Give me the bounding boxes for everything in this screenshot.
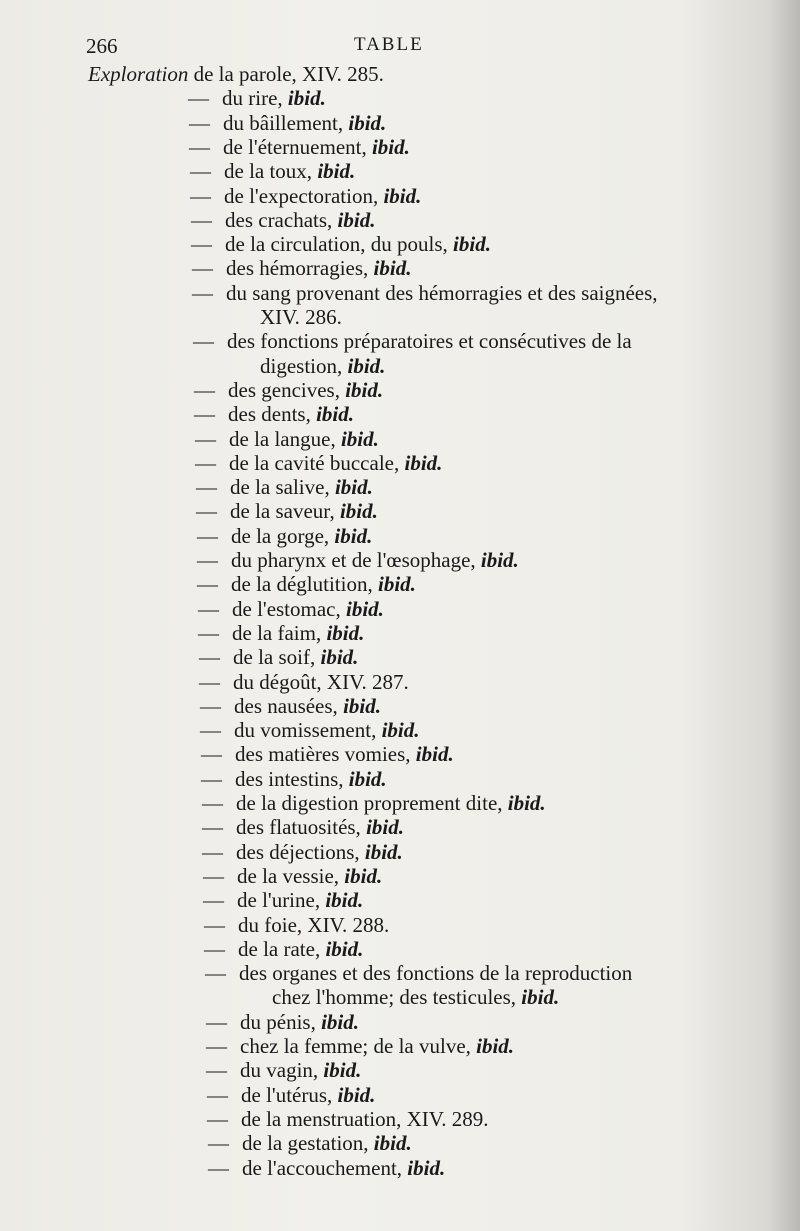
entry-text: de la salive, <box>230 475 330 500</box>
ibid-reference: ibid. <box>317 159 356 184</box>
toc-entry <box>200 718 420 742</box>
em-dash <box>196 499 218 523</box>
toc-entry <box>88 62 384 86</box>
toc-entry <box>198 621 364 645</box>
entry-text: des organes et des fonctions de la reproduction <box>239 961 633 986</box>
toc-entry <box>201 767 387 791</box>
toc-entry <box>198 597 384 621</box>
em-dash <box>188 86 210 110</box>
entry-text: de l'éternuement, <box>223 134 367 159</box>
toc-entry <box>191 232 491 256</box>
entry-text: de l'accouchement, <box>242 1155 403 1180</box>
entry-text: de l'urine, <box>237 888 321 913</box>
ibid-reference: ibid. <box>337 207 376 232</box>
toc-entry <box>197 524 372 548</box>
ibid-reference: ibid. <box>407 1155 446 1180</box>
entry-text: chez la femme; de la vulve, <box>240 1034 471 1058</box>
entry-text: des fonctions préparatoires et consécutives de la <box>227 329 632 354</box>
ibid-reference: ibid. <box>325 888 364 913</box>
toc-entry <box>203 864 382 888</box>
ibid-reference: ibid. <box>334 475 373 500</box>
ibid-reference: ibid. <box>326 620 365 645</box>
toc-entry <box>202 791 546 815</box>
entry-text: de la circulation, du pouls, <box>225 232 448 257</box>
toc-entry <box>196 475 373 499</box>
ibid-reference: ibid. <box>383 183 422 208</box>
entry-text: de la cavité buccale, <box>229 450 400 475</box>
em-dash <box>197 572 219 596</box>
em-dash <box>189 111 211 135</box>
toc-entry <box>190 159 355 183</box>
em-dash <box>193 329 215 353</box>
em-dash <box>202 815 224 839</box>
toc-entry <box>194 402 354 426</box>
entry-text: de l'estomac, <box>232 596 341 621</box>
toc-entry <box>195 451 442 475</box>
toc-entry <box>193 329 632 353</box>
ibid-reference: ibid. <box>371 134 410 159</box>
ibid-reference: ibid. <box>325 936 364 961</box>
entry-text: de la faim, <box>232 620 322 645</box>
em-dash <box>191 208 213 232</box>
em-dash <box>208 1131 230 1155</box>
ibid-reference: ibid. <box>453 232 491 257</box>
ibid-reference: ibid. <box>373 256 412 281</box>
em-dash <box>205 961 227 985</box>
em-dash <box>203 888 225 912</box>
ibid-reference: ibid. <box>507 791 546 815</box>
toc-entry <box>196 499 378 523</box>
em-dash <box>197 524 219 548</box>
entry-text: des nausées, <box>234 693 338 718</box>
ibid-reference: ibid. <box>415 742 454 767</box>
entry-text: du foie, XIV. 288. <box>238 912 390 937</box>
entry-text: de la digestion proprement dite, <box>236 791 503 815</box>
entry-text: de l'expectoration, <box>224 183 379 208</box>
entry-text: de la vessie, <box>237 863 340 888</box>
toc-entry <box>201 742 454 766</box>
toc-entry <box>192 256 411 280</box>
em-dash <box>194 402 216 426</box>
ibid-reference: ibid. <box>364 839 403 864</box>
em-dash <box>207 1107 229 1131</box>
entry-text: du rire, <box>222 86 283 111</box>
toc-entry <box>206 1010 359 1034</box>
entry-text: digestion, <box>260 353 343 378</box>
entry-text: du vagin, <box>240 1058 319 1083</box>
ibid-reference: ibid. <box>316 402 354 427</box>
toc-entry <box>260 354 385 378</box>
toc-entry <box>197 572 416 596</box>
ibid-reference: ibid. <box>347 353 386 378</box>
entry-text: de la saveur, <box>230 499 335 524</box>
entry-text: du pénis, <box>240 1009 316 1034</box>
ibid-reference: ibid. <box>348 766 387 791</box>
toc-entry <box>208 1156 445 1180</box>
toc-entry <box>200 694 381 718</box>
entry-text: des crachats, <box>225 207 333 232</box>
toc-entry <box>199 670 409 694</box>
entry-text: du bâillement, <box>223 110 344 135</box>
toc-entry <box>191 208 375 232</box>
em-dash <box>198 597 220 621</box>
entry-text: de l'utérus, <box>241 1082 333 1107</box>
entry-text: des déjections, <box>236 839 360 864</box>
em-dash <box>204 937 226 961</box>
toc-entry <box>194 378 383 402</box>
em-dash <box>206 1034 228 1058</box>
em-dash <box>190 184 212 208</box>
ibid-reference: ibid. <box>334 523 373 548</box>
em-dash <box>195 427 217 451</box>
em-dash <box>199 645 221 669</box>
em-dash <box>192 281 214 305</box>
entry-text: des flatuosités, <box>236 815 361 840</box>
em-dash <box>206 1010 228 1034</box>
entry-text: de la menstruation, XIV. 289. <box>241 1106 489 1131</box>
ibid-reference: ibid. <box>343 693 381 718</box>
toc-entry <box>204 913 389 937</box>
entry-text: de la gorge, <box>231 523 330 548</box>
entry-text: de la toux, <box>224 159 313 184</box>
entry-text: des dents, <box>228 402 311 427</box>
toc-entry <box>203 888 363 912</box>
ibid-reference: ibid. <box>476 1034 515 1058</box>
entry-text: des gencives, <box>228 377 340 402</box>
entry-text: XIV. 286. <box>260 305 342 329</box>
page-header <box>86 30 506 60</box>
entry-text: des intestins, <box>235 766 344 791</box>
entry-text: chez l'homme; des testicules, <box>272 985 517 1010</box>
toc-entry <box>206 1058 361 1082</box>
entry-text: du pharynx et de l'œsophage, <box>231 548 476 572</box>
entry-text: de la rate, <box>238 936 321 961</box>
toc-entry <box>205 961 632 985</box>
toc-entry <box>190 184 421 208</box>
toc-entry <box>199 645 358 669</box>
ibid-reference: ibid. <box>404 450 443 475</box>
ibid-reference: ibid. <box>337 1082 376 1107</box>
toc-entry <box>188 86 326 110</box>
running-title: TABLE <box>354 34 424 55</box>
em-dash <box>189 135 211 159</box>
ibid-reference: ibid. <box>287 86 326 111</box>
toc-entry <box>207 1083 375 1107</box>
toc-entry <box>207 1107 489 1131</box>
em-dash <box>207 1083 229 1107</box>
ibid-reference: ibid. <box>381 718 420 743</box>
ibid-reference: ibid. <box>521 985 560 1010</box>
em-dash <box>201 742 223 766</box>
ibid-reference: ibid. <box>321 1009 359 1034</box>
entry-text: du dégoût, XIV. 287. <box>233 669 409 694</box>
ibid-reference: ibid. <box>377 572 416 597</box>
entry-text: du sang provenant des hémorragies et des saignées, <box>226 280 658 305</box>
em-dash <box>201 767 223 791</box>
toc-entry <box>189 135 410 159</box>
toc-entry <box>197 548 519 572</box>
entry-text: des matières vomies, <box>235 742 411 767</box>
em-dash <box>206 1058 228 1082</box>
ibid-reference: ibid. <box>320 645 359 670</box>
em-dash <box>203 864 225 888</box>
ibid-reference: ibid. <box>345 377 384 402</box>
entry-text: de la parole, XIV. 285. <box>193 62 384 86</box>
ibid-reference: ibid. <box>339 499 378 524</box>
ibid-reference: ibid. <box>344 863 383 888</box>
em-dash <box>191 232 213 256</box>
entry-text: de la soif, <box>233 645 316 670</box>
toc-entry <box>192 281 658 305</box>
em-dash <box>190 159 212 183</box>
em-dash <box>200 718 222 742</box>
em-dash <box>202 791 224 815</box>
toc-entry <box>202 840 403 864</box>
ibid-reference: ibid. <box>480 548 519 572</box>
em-dash <box>197 548 219 572</box>
em-dash <box>192 256 214 280</box>
entry-text: de la langue, <box>229 426 336 451</box>
em-dash <box>194 378 216 402</box>
em-dash <box>198 621 220 645</box>
em-dash <box>196 475 218 499</box>
toc-entry <box>260 305 342 329</box>
ibid-reference: ibid. <box>348 110 387 135</box>
toc-entry <box>208 1131 412 1155</box>
toc-entry <box>195 427 379 451</box>
ibid-reference: ibid. <box>373 1131 412 1156</box>
toc-entry <box>202 815 404 839</box>
ibid-reference: ibid. <box>366 815 404 840</box>
ibid-reference: ibid. <box>340 426 379 451</box>
entry-text: des hémorragies, <box>226 256 369 281</box>
ibid-reference: ibid. <box>323 1058 362 1083</box>
em-dash <box>199 670 221 694</box>
entry-text: du vomissement, <box>234 718 377 743</box>
em-dash <box>202 840 224 864</box>
em-dash <box>204 913 226 937</box>
entry-text: de la gestation, <box>242 1131 369 1156</box>
em-dash <box>195 451 217 475</box>
toc-entry <box>206 1034 514 1058</box>
em-dash <box>200 694 222 718</box>
entry-heading: Exploration <box>88 62 189 86</box>
page-number: 266 <box>86 34 118 58</box>
entry-text: de la déglutition, <box>231 572 373 597</box>
ibid-reference: ibid. <box>346 596 384 621</box>
em-dash <box>208 1156 230 1180</box>
toc-entry <box>272 985 559 1009</box>
toc-entry <box>189 111 386 135</box>
toc-entry <box>204 937 363 961</box>
